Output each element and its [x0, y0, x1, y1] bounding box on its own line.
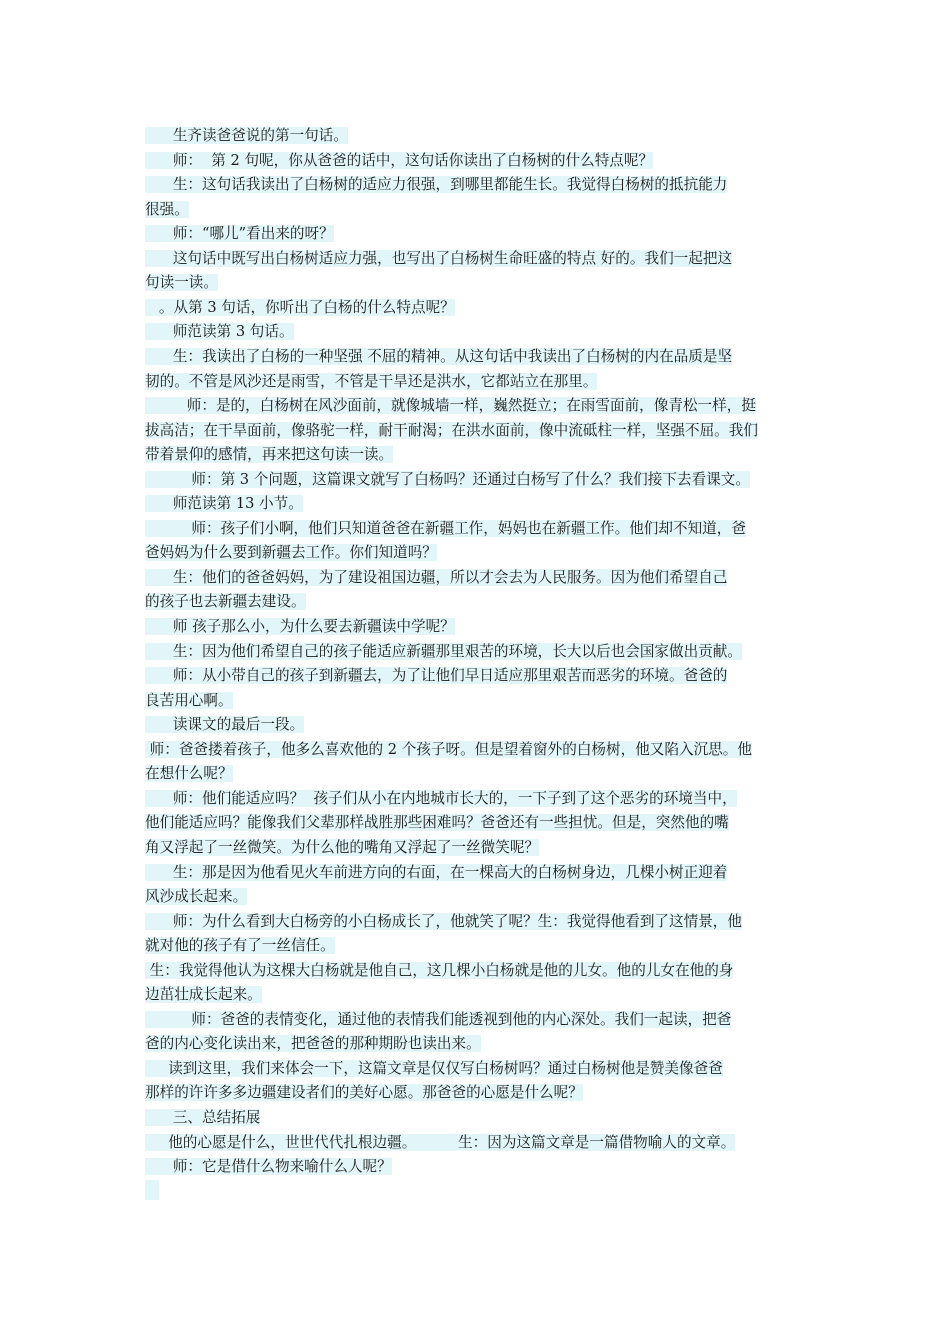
text-line: [145, 541, 437, 565]
text-line-content: 边茁壮成长起来。: [145, 986, 262, 1004]
text-line: [145, 910, 742, 934]
text-line-content: 读课文的最后一段。: [145, 716, 305, 734]
text-line: [145, 173, 727, 197]
text-line: [145, 247, 732, 271]
text-line: [145, 713, 304, 737]
text-line: [145, 590, 306, 614]
text-line-content: 师：为什么看到大白杨旁的小白杨成长了，他就笑了呢？生：我觉得他看到了这情景，他: [145, 912, 742, 930]
text-line: [145, 836, 539, 860]
text-line-content: 那样的许许多多边疆建设者们的美好心愿。那爸爸的心愿是什么呢？: [145, 1084, 583, 1102]
text-line-content: 拔高洁；在干旱面前，像骆驼一样，耐干耐渴；在洪水面前，像中流砥柱一样，坚强不屈。我们: [145, 421, 758, 439]
text-line-content: 句读一读。: [145, 274, 218, 292]
text-line: [145, 738, 752, 762]
text-line-content: 生：这句话我读出了白杨树的适应力很强，到哪里都能生长。我觉得白杨树的抵抗能力: [145, 176, 728, 194]
text-line: [145, 566, 727, 590]
text-line: [145, 1155, 392, 1179]
text-line: [145, 861, 727, 885]
text-line-content: 就对他的孩子有了一丝信任。: [145, 937, 335, 955]
text-line-content: 。从第 3 句话，你听出了白杨的什么特点呢？: [145, 298, 455, 316]
text-line: [145, 149, 653, 173]
text-line-content: 生：那是因为他看见火车前进方向的右面，在一棵高大的白杨树身边，几棵小树正迎着: [145, 863, 728, 881]
text-line-content: 的孩子也去新疆去建设。: [145, 593, 306, 611]
text-line-content: 韧的。不管是风沙还是雨雪，不管是干旱还是洪水，它都站立在那里。: [145, 372, 598, 390]
text-line-content: 良苦用心啊。: [145, 691, 233, 709]
text-line: [145, 762, 233, 786]
text-line-content: 师：是的，白杨树在风沙面前，就像城墙一样，巍然挺立；在雨雪面前，像青松一样，挺: [145, 397, 756, 415]
text-line: [145, 370, 597, 394]
text-line-content: 师：他们能适应吗？ 孩子们从小在内地城市长大的，一下子到了这个恶劣的环境当中，: [145, 789, 737, 807]
text-line: [145, 811, 729, 835]
text-line-content: 爸妈妈为什么要到新疆去工作。你们知道吗？: [145, 544, 437, 562]
text-line-content: 三、总结拓展: [145, 1109, 261, 1126]
text-line-content: 师：第 3 个问题，这篇课文就写了白杨吗？还通过白杨写了什么？我们接下去看课文。: [145, 470, 750, 488]
text-line-content: 很强。: [145, 200, 189, 218]
text-line: [145, 615, 455, 639]
text-line: [145, 271, 218, 295]
text-line-content: 生：因为他们希望自己的孩子能适应新疆那里艰苦的环境，长大以后也会国家做出贡献。: [145, 642, 742, 660]
text-line-content: 爸的内心变化读出来，把爸爸的那种期盼也读出来。: [145, 1035, 481, 1053]
text-line-content: 师： 第 2 句呢，你从爸爸的话中，这句话你读出了白杨树的什么特点呢？: [145, 151, 654, 169]
text-line: [145, 640, 742, 664]
text-line: [145, 983, 262, 1007]
text-line: [145, 124, 348, 148]
text-line-content: 师：它是借什么物来喻什么人呢？: [145, 1158, 392, 1176]
text-line: [145, 468, 750, 492]
text-line-content: 生：我觉得他认为这棵大白杨就是他自己，这几棵小白杨就是他的儿女。他的儿女在他的身: [145, 961, 734, 979]
text-line: [145, 394, 756, 418]
text-line-content: 生齐读爸爸说的第一句话。: [145, 127, 348, 144]
text-line-content: 生：他们的爸爸妈妈，为了建设祖国边疆，所以才会去为人民服务。因为他们希望自己: [145, 568, 728, 586]
text-line: [145, 934, 335, 958]
text-line-content: 师：“哪儿”看出来的呀？: [145, 225, 334, 243]
text-line-content: [145, 1180, 159, 1200]
text-line-content: 师 孩子那么小，为什么要去新疆读中学呢？: [145, 618, 455, 635]
text-line: [145, 1008, 731, 1032]
text-line: [145, 296, 455, 320]
text-line: [145, 1131, 735, 1155]
text-line: [145, 664, 727, 688]
text-line-content: 带着景仰的感情，再来把这句读一读。: [145, 446, 394, 464]
text-line: [145, 320, 294, 344]
text-line: [145, 1081, 583, 1105]
text-line: [145, 787, 737, 811]
text-line: [145, 1032, 481, 1056]
text-line: [145, 885, 247, 909]
text-line-content: 在想什么呢？: [145, 765, 233, 783]
text-line-content: 师范读第 13 小节。: [145, 495, 303, 513]
text-line-content: 他的心愿是什么，世世代代扎根边疆。 生：因为这篇文章是一篇借物喻人的文章。: [145, 1133, 736, 1151]
text-line: [145, 1057, 723, 1081]
text-line: [145, 198, 189, 222]
text-line-content: 这句话中既写出白杨树适应力强，也写出了白杨树生命旺盛的特点 好的。我们一起把这: [145, 249, 733, 267]
text-line: [145, 1180, 159, 1204]
text-line-content: 读到这里，我们来体会一下，这篇文章是仅仅写白杨树吗？通过白杨树他是赞美像爸爸: [145, 1059, 723, 1077]
text-line: [145, 689, 233, 713]
text-line: [145, 517, 746, 541]
text-line: [145, 492, 303, 516]
text-line-content: 师范读第 3 句话。: [145, 323, 294, 341]
text-line-content: 他们能适应吗？能像我们父辈那样战胜那些困难吗？爸爸还有一些担忧。但是，突然他的嘴: [145, 814, 729, 832]
text-line-content: 师：从小带自己的孩子到新疆去，为了让他们早日适应那里艰苦而恶劣的环境。爸爸的: [145, 667, 728, 685]
text-line: [145, 959, 733, 983]
text-line: [145, 345, 732, 369]
text-line-content: 风沙成长起来。: [145, 888, 248, 906]
text-line-content: 师：爸爸搂着孩子，他多么喜欢他的 2 个孩子呀。但是望着窗外的白杨树，他又陷入沉思。他: [145, 740, 752, 758]
text-line: [145, 443, 393, 467]
text-line: [145, 222, 334, 246]
text-line-content: 师：孩子们小啊，他们只知道爸爸在新疆工作，妈妈也在新疆工作。他们却不知道，爸: [145, 519, 746, 537]
text-line-content: 师：爸爸的表情变化，通过他的表情我们能透视到他的内心深处。我们一起读，把爸: [145, 1010, 732, 1028]
text-line: [145, 419, 758, 443]
text-line-content: 生：我读出了白杨的一种坚强 不屈的精神。从这句话中我读出了白杨树的内在品质是坚: [145, 347, 733, 365]
text-line: [145, 1106, 260, 1130]
text-line-content: 角又浮起了一丝微笑。为什么他的嘴角又浮起了一丝微笑呢？: [145, 838, 540, 856]
